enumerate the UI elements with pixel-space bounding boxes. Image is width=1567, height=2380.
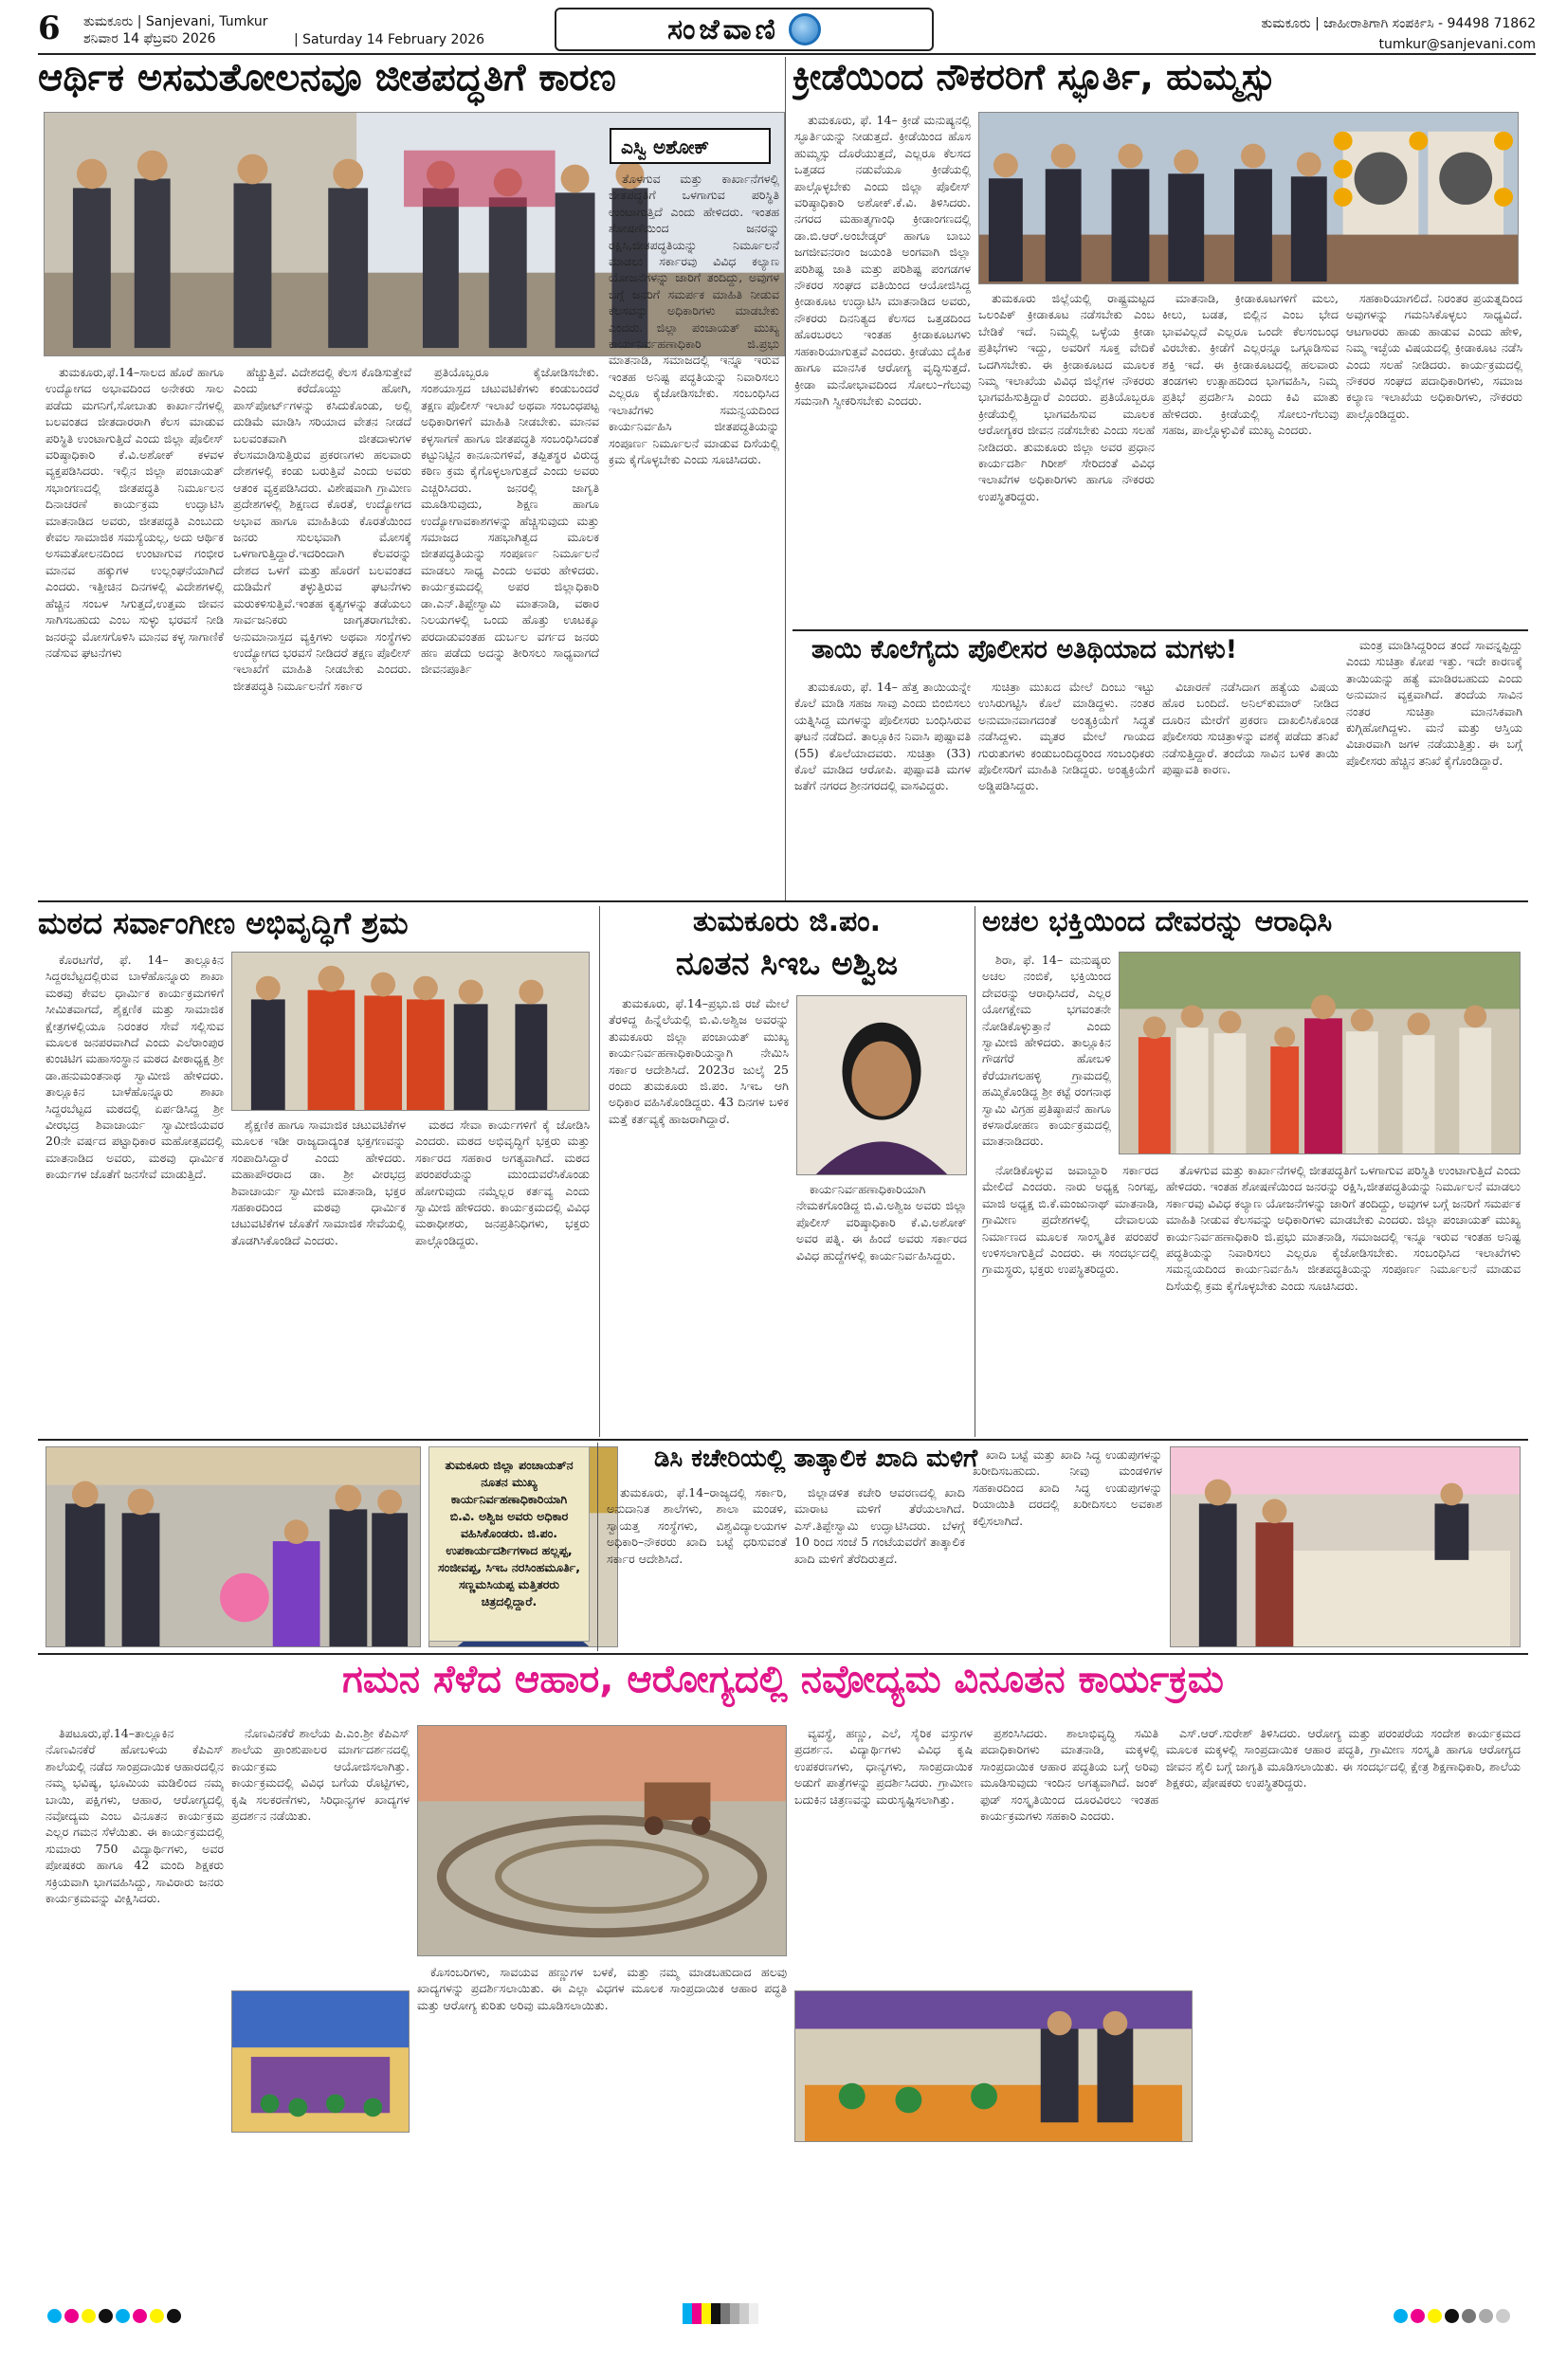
caption-a7: ತುಮಕೂರು ಜಿಲ್ಲಾ ಪಂಚಾಯತ್‌ನ ನೂತನ ಮುಖ್ಯ ಕಾರ್ಯನಿರ್ವಹಣಾಧಿಕಾರಿಯಾಗಿ ಬಿ.ವಿ. ಅಶ್ವಿಜ ಅವರು ಅಧಿಕಾರ ವಹಿಸಿಕೊಂಡರು. ಜಿ.ಪಂ. ಉಪಕಾರ್ಯದರ್ಶಿಗಳಾದ ಹಲ್ಲಪ್ಪ, ಸಂಜೀವಪ್ಪ, ಸಿಇಒ ನರಸಿಂಹಮೂರ್ತಿ, ಸಣ್ಣಮಸಿಯಪ್ಪ ಮತ್ತಿತರರು ಚಿತ್ರದಲ್ಲಿದ್ದಾರೆ. <box>428 1446 590 1642</box>
a6-col2 <box>982 1162 1158 1435</box>
a1-col4-text: ತೊಳಗುವ ಮತ್ತು ಕಾರ್ಖಾನೆಗಳಲ್ಲಿ ಜೀತಪದ್ಧತಿಗೆ ಒಳಗಾಗುವ ಪರಿಸ್ಥಿತಿ ಉಂಟಾಗುತ್ತಿದೆ ಎಂದು ಹೇಳಿದರು. ಇಂತಹ ಶೋಷಣೆಯಿಂದ ಜನರನ್ನು ರಕ್ಷಿಸಿ,ಜೀತಪದ್ಧತಿಯನ್ನು ನಿರ್ಮೂಲನೆ ಮಾಡಲು ಸರ್ಕಾರವು ವಿವಿಧ ಕಲ್ಯಾಣ ಯೋಜನೆಗಳನ್ನು ಜಾರಿಗೆ ತಂದಿದ್ದು, ಅವುಗಳ ಬಗ್ಗೆ ಜನರಿಗೆ ಸಮರ್ಪಕ ಮಾಹಿತಿ ನೀಡುವ ಕೆಲಸವನ್ನು ಅಧಿಕಾರಿಗಳು ಮಾಡಬೇಕು ಎಂದರು. ಜಿಲ್ಲಾ ಪಂಚಾಯತ್ ಮುಖ್ಯ ಕಾರ್ಯನಿರ್ವಹಣಾಧಿಕಾರಿ ಜಿ.ಪ್ರಭು ಮಾತನಾಡಿ, ಸಮಾಜದಲ್ಲಿ ಇನ್ನೂ ಇರುವ ಇಂತಹ ಅನಿಷ್ಟ ಪದ್ಧತಿಯನ್ನು ನಿವಾರಿಸಲು ಎಲ್ಲರೂ ಕೈಜೋಡಿಸಬೇಕು. ಸಂಬಂಧಿಸಿದ ಇಲಾಖೆಗಳು ಸಮನ್ವಯದಿಂದ ಕಾರ್ಯನಿರ್ವಹಿಸಿ ಜೀತಪದ್ಧತಿಯನ್ನು ಸಂಪೂರ್ಣ ನಿರ್ಮೂಲನೆ ಮಾಡುವ ದಿಸೆಯಲ್ಲಿ ಕ್ರಮ ಕೈಗೊಳ್ಳಬೇಕು ಎಂದು ಸೂಚಿಸಿದರು. <box>609 172 779 466</box>
a2-col1-text: ತುಮಕೂರು, ಫೆ. 14– ಕ್ರೀಡೆ ಮನುಷ್ಯನಲ್ಲಿ ಸ್ಫೂರ್ತಿಯನ್ನು ನೀಡುತ್ತದೆ. ಕ್ರೀಡೆಯಿಂದ ಹೊಸ ಹುಮ್ಮಸ್ಸು ದೊರೆಯುತ್ತದೆ, ಎಲ್ಲರೂ ಕೆಲಸದ ಒತ್ತಡದ ನಡುವೆಯೂ ಕ್ರೀಡೆಯಲ್ಲಿ ಪಾಲ್ಗೊಳ್ಳಬೇಕು ಎಂದು ಜಿಲ್ಲಾ ಪೊಲೀಸ್ ವರಿಷ್ಠಾಧಿಕಾರಿ ಅಶೋಕ್.ಕೆ.ವಿ. ತಿಳಿಸಿದರು. ನಗರದ ಮಹಾತ್ಮಗಾಂಧಿ ಕ್ರೀಡಾಂಗಣದಲ್ಲಿ ಡಾ.ಬಿ.ಆರ್.ಅಂಬೇಡ್ಕರ್ ಹಾಗೂ ಬಾಬು ಜಗಜೀವನರಾಂ ಜಯಂತಿ ಅಂಗವಾಗಿ ಜಿಲ್ಲಾ ಪರಿಶಿಷ್ಟ ಜಾತಿ ಮತ್ತು ಪರಿಶಿಷ್ಟ ಪಂಗಡಗಳ ನೌಕರರ ಸಂಘದ ವತಿಯಿಂದ ಆಯೋಜಿಸಿದ್ದ ಕ್ರೀಡಾಕೂಟ ಉದ್ಘಾಟಿಸಿ ಮಾತನಾಡಿದ ಅವರು, ನೌಕರರು ದಿನನಿತ್ಯದ ಕೆಲಸದ ಒತ್ತಡದಿಂದ ಹೊರಬರಲು ಇಂತಹ ಕ್ರೀಡಾಕೂಟಗಳು ಸಹಕಾರಿಯಾಗುತ್ತವೆ ಎಂದರು. ಕ್ರೀಡೆಯು ದೈಹಿಕ ಹಾಗೂ ಮಾನಸಿಕ ಆರೋಗ್ಯ ವೃದ್ಧಿಸುತ್ತದೆ. ಕ್ರೀಡಾ ಮನೋಭಾವದಿಂದ ಸೋಲು–ಗೆಲುವು ಸಮನಾಗಿ ಸ್ವೀಕರಿಸಬೇಕು ಎಂದರು. <box>794 113 971 408</box>
a9-col2-text: ನೊಣವಿನಕೆರೆ ಶಾಲೆಯ ಪಿ.ಎಂ.ಶ್ರೀ ಕೆಪಿಎಸ್ ಶಾಲೆಯ ಪ್ರಾಂಶುಪಾಲರ ಮಾರ್ಗದರ್ಶನದಲ್ಲಿ ಕಾರ್ಯಕ್ರಮ ಆಯೋಜಿಸಲಾಗಿತ್ತು. ಕಾರ್ಯಕ್ರಮದಲ್ಲಿ ವಿವಿಧ ಬಗೆಯ ರೊಟ್ಟಿಗಳು, ಕೃಷಿ ಸಲಕರಣೆಗಳು, ಸಿರಿಧಾನ್ಯಗಳ ಖಾದ್ಯಗಳ ಪ್ರದರ್ಶನ ನಡೆಯಿತು. <box>231 1726 410 1824</box>
headline-a5-line1: ತುಮಕೂರು ಜಿ.ಪಂ. <box>693 908 881 938</box>
a8-col3 <box>973 1446 1162 1647</box>
a1-col2 <box>233 364 411 895</box>
a6-col1-text: ಶಿರಾ, ಫೆ. 14– ಮನುಷ್ಯರು ಅಚಲ ನಂಬಿಕೆ, ಭಕ್ತಿಯಿಂದ ದೇವರನ್ನು ಆರಾಧಿಸಿದರೆ, ಎಲ್ಲರ ಯೋಗಕ್ಷೇಮ ಭಗವಂತನೇ ನೋಡಿಕೊಳ್ಳುತ್ತಾನೆ ಎಂದು ಸ್ವಾಮೀಜಿ ಹೇಳಿದರು. ತಾಲ್ಲೂಕಿನ ಗೌಡಗೆರೆ ಹೋಬಳಿ ಕೆರೆಯಾಗಲಹಳ್ಳಿ ಗ್ರಾಮದಲ್ಲಿ ಹಮ್ಮಿಕೊಂಡಿದ್ದ ಶ್ರೀ ಕಟ್ಟೆ ರಂಗನಾಥ ಸ್ವಾಮಿ ವಿಗ್ರಹ ಪ್ರತಿಷ್ಠಾಪನೆ ಹಾಗೂ ಕಳಸಾರೋಹಣ ಕಾರ್ಯಕ್ರಮದಲ್ಲಿ ಮಾತನಾಡಿದರು. <box>982 953 1111 1149</box>
a3-col3 <box>1162 679 1339 895</box>
registration-marks-right <box>1394 2309 1510 2323</box>
a2-col2-text: ತುಮಕೂರು ಜಿಲ್ಲೆಯಲ್ಲಿ ರಾಷ್ಟ್ರಮಟ್ಟದ ಒಲಂಪಿಕ್ ಕ್ರೀಡಾಕೂಟ ನಡೆಸಬೇಕು ಎಂಬ ಬೇಡಿಕೆ ಇದೆ. ನಿಮ್ಮಲ್ಲಿ ಒಳ್ಳೆಯ ಕ್ರೀಡಾ ಪ್ರತಿಭೆಗಳು ಇದ್ದು, ಅವರಿಗೆ ಸೂಕ್ತ ವೇದಿಕೆ ಒದಗಿಸಬೇಕು. ಈ ಕ್ರೀಡಾಕೂಟದ ಮೂಲಕ ನಿಮ್ಮ ಇಲಾಖೆಯ ವಿವಿಧ ಜಿಲ್ಲೆಗಳ ನೌಕರರು ಭಾಗವಹಿಸುತ್ತಿದ್ದಾರೆ ಎಂದರು. ಪ್ರತಿಯೊಬ್ಬರೂ ಕ್ರೀಡೆಯಲ್ಲಿ ಭಾಗವಹಿಸುವ ಮೂಲಕ ಆರೋಗ್ಯಕರ ಜೀವನ ನಡೆಸಬೇಕು ಎಂದು ಸಲಹೆ ನೀಡಿದರು. ತುಮಕೂರು ಜಿಲ್ಲಾ ಅವರ ಪ್ರಧಾನ ಕಾರ್ಯದರ್ಶಿ ಗಿರೀಶ್ ಸೇರಿದಂತೆ ವಿವಿಧ ಇಲಾಖೆಗಳ ಅಧಿಕಾರಿಗಳು ಹಾಗೂ ನೌಕರರು ಉಪಸ್ಥಿತರಿದ್ದರು. <box>978 291 1155 503</box>
a9-col4-text: ವ್ಯವಸ್ಥೆ, ಹಣ್ಣು, ಎಲೆ, ಸೈರಿಕ ವಸ್ತುಗಳ ಪ್ರದರ್ಶನ. ವಿದ್ಯಾರ್ಥಿಗಳು ವಿವಿಧ ಕೃಷಿ ಉಪಕರಣಗಳು, ಧಾನ್ಯಗಳು, ಸಾಂಪ್ರದಾಯಿಕ ಅಡುಗೆ ಪಾತ್ರೆಗಳನ್ನು ಪ್ರದರ್ಶಿಸಿದರು. ಗ್ರಾಮೀಣ ಬದುಕಿನ ಚಿತ್ರಣವನ್ನು ಮರುಸೃಷ್ಟಿಸಲಾಗಿತ್ತು. <box>794 1726 973 1807</box>
a3-col2 <box>978 679 1155 895</box>
a3-col4 <box>1346 637 1522 895</box>
a3-col4-text: ಮಂತ್ರ ಮಾಡಿಸಿದ್ದರಿಂದ ತಂದೆ ಸಾವನ್ನಪ್ಪಿದ್ದು ಎಂದು ಸುಚಿತ್ರಾ ಕೋಪ ಇತ್ತು. ಇದೇ ಕಾರಣಕ್ಕೆ ತಾಯಿಯನ್ನು ಹತ್ಯೆ ಮಾಡಿರಬಹುದು ಎಂದು ಅನುಮಾನ ವ್ಯಕ್ತವಾಗಿದೆ. ತಂದೆಯ ಸಾವಿನ ನಂತರ ಸುಚಿತ್ರಾ ಮಾನಸಿಕವಾಗಿ ಕುಗ್ಗಿಹೋಗಿದ್ದಳು. ಮನೆ ಮತ್ತು ಆಸ್ತಿಯ ವಿಚಾರವಾಗಿ ಜಗಳ ನಡೆಯುತ್ತಿತ್ತು. ಈ ಬಗ್ಗೆ ಪೊಲೀಸರು ಹೆಚ್ಚಿನ ತನಿಖೆ ಕೈಗೊಂಡಿದ್ದಾರೆ. <box>1346 638 1522 768</box>
a1-col2-text: ಹೆಚ್ಚುತ್ತಿವೆ. ವಿದೇಶದಲ್ಲಿ ಕೆಲಸ ಕೊಡಿಸುತ್ತೇವೆ ಎಂದು ಕರೆದೊಯ್ದು ಹೋಗಿ, ಪಾಸ್‌ಪೋರ್ಟ್‌ಗಳನ್ನು ಕಸಿದುಕೊಂಡು, ಅಲ್ಲಿ ದುಡಿಮೆ ಮಾಡಿಸಿ ಸರಿಯಾದ ವೇತನ ನೀಡದೆ ಬಲವಂತವಾಗಿ ಜೀತದಾಳುಗಳ ಕೆಲಸಮಾಡಿಸುತ್ತಿರುವ ಪ್ರಕರಣಗಳು ಹಲವಾರು ದೇಶಗಳಲ್ಲಿ ಕಂಡು ಬರುತ್ತಿವೆ ಎಂದು ಅವರು ಆತಂಕ ವ್ಯಕ್ತಪಡಿಸಿದರು. ವಿಶೇಷವಾಗಿ ಗ್ರಾಮೀಣ ಪ್ರದೇಶಗಳಲ್ಲಿ ಶಿಕ್ಷಣದ ಕೊರತೆ, ಉದ್ಯೋಗದ ಅಭಾವ ಹಾಗೂ ಮಾಹಿತಿಯ ಕೊರತೆಯಿಂದ ಜನರು ಸುಲಭವಾಗಿ ಮೋಸಕ್ಕೆ ಒಳಗಾಗುತ್ತಿದ್ದಾರೆ.ಇದರಿಂದಾಗಿ ಕೆಲವರನ್ನು ದೇಶದ ಒಳಗೆ ಮತ್ತು ಹೊರಗೆ ಬಲವಂತದ ದುಡಿಮೆಗೆ ತಳ್ಳುತ್ತಿರುವ ಘಟನೆಗಳು ಮರುಕಳಿಸುತ್ತಿವೆ.ಇಂತಹ ಕೃತ್ಯಗಳನ್ನು ತಡೆಯಲು ಸಾರ್ವಜನಿಕರು ಜಾಗೃತರಾಗಬೇಕು. ಅನುಮಾನಾಸ್ಪದ ವ್ಯಕ್ತಿಗಳು ಅಥವಾ ಸಂಸ್ಥೆಗಳು ಉದ್ಯೋಗದ ಭರವಸೆ ನೀಡಿದರೆ ತಕ್ಷಣ ಪೊಲೀಸ್ ಇಲಾಖೆಗೆ ಮಾಹಿತಿ ನೀಡಬೇಕು ಎಂದರು. ಜೀತಪದ್ಧತಿ ನಿರ್ಮೂಲನೆಗೆ ಸರ್ಕಾರ <box>233 365 411 693</box>
a2-col1 <box>794 112 971 624</box>
a9-col5 <box>980 1725 1158 1983</box>
a1-col4 <box>609 171 779 895</box>
headline-a3: ತಾಯಿ ಕೊಲೆಗೈದು ಪೊಲೀಸರ ಅತಿಥಿಯಾದ ಮಗಳು! <box>811 637 1238 664</box>
byline-a1: ಎಸ್ವಿ ಅಶೋಕ್ <box>610 128 771 164</box>
globe-icon <box>789 13 821 45</box>
headline-a8: ಡಿಸಿ ಕಚೇರಿಯಲ್ಲಿ ತಾತ್ಕಾಲಿಕ ಖಾದಿ ಮಳಿಗೆ <box>654 1446 978 1473</box>
divider-a7 <box>597 1443 598 1651</box>
a1-col1-text: ತುಮಕೂರು,ಫೆ.14–ಸಾಲದ ಹೊರೆ ಹಾಗೂ ಉದ್ಯೋಗದ ಅಭಾವದಿಂದ ಅನೇಕರು ಸಾಲ ಪಡೆದು ಮಗನಿಗೆ,ಸೋಬಾತು ಕಾರ್ಖಾನೆಗಳಲ್ಲಿ ಬಲವಂತದ ಜೀತದಾರರಾಗಿ ಕೆಲಸ ಮಾಡುವ ಪರಿಸ್ಥಿತಿ ಉಂಟಾಗುತ್ತಿದೆ ಎಂದು ಜಿಲ್ಲಾ ಪೊಲೀಸ್ ವರಿಷ್ಠಾಧಿಕಾರಿ ಕೆ.ವಿ.ಅಶೋಕ್ ಕಳವಳ ವ್ಯಕ್ತಪಡಿಸಿದರು. ಇಲ್ಲಿನ ಜಿಲ್ಲಾ ಪಂಚಾಯತ್ ಸಭಾಂಗಣದಲ್ಲಿ ಜೀತಪದ್ಧತಿ ನಿರ್ಮೂಲನ ದಿನಾಚರಣೆ ಕಾರ್ಯಕ್ರಮ ಉದ್ಘಾಟಿಸಿ ಮಾತನಾಡಿದ ಅವರು, ಜೀತಪದ್ಧತಿ ಎಂಬುದು ಕೇವಲ ಸಾಮಾಜಿಕ ಸಮಸ್ಯೆಯಲ್ಲ, ಅದು ಆರ್ಥಿಕ ಅಸಮತೋಲನದಿಂದ ಉಂಟಾಗುವ ಗಂಭೀರ ಮಾನವ ಹಕ್ಕುಗಳ ಉಲ್ಲಂಘನೆಯಾಗಿದೆ ಎಂದರು. ಇತ್ತೀಚಿನ ದಿನಗಳಲ್ಲಿ ವಿದೇಶಗಳಲ್ಲಿ ಹೆಚ್ಚಿನ ಸಂಬಳ ಸಿಗುತ್ತದೆ,ಉತ್ತಮ ಜೀವನ ಸಾಗಿಸಬಹುದು ಎಂಬ ಸುಳ್ಳು ಭರವಸೆ ನೀಡಿ ಜನರನ್ನು ಮೋಸಗೊಳಿಸಿ ಮಾನವ ಕಳ್ಳ ಸಾಗಾಣಿಕೆ ನಡೆಸುವ ಘಟನೆಗಳು <box>46 365 224 660</box>
a1-col3 <box>421 364 599 895</box>
a4-col2-text: ಶೈಕ್ಷಣಿಕ ಹಾಗೂ ಸಾಮಾಜಿಕ ಚಟುವಟಿಕೆಗಳ ಮೂಲಕ ಇಡೀ ರಾಜ್ಯದಾದ್ಯಂತ ಭಕ್ತಗಣವನ್ನು ಸಂಪಾದಿಸಿದ್ದಾರೆ ಎಂದು ಹೇಳಿದರು. ಮಹಾಪೌರರಾದ ಡಾ. ಶ್ರೀ ವೀರಭದ್ರ ಶಿವಾಚಾರ್ಯ ಸ್ವಾಮೀಜಿ ಮಾತನಾಡಿ, ಭಕ್ತರ ಸಹಕಾರದಿಂದ ಮಠವು ಧಾರ್ಮಿಕ ಚಟುವಟಿಕೆಗಳ ಜೊತೆಗೆ ಸಾಮಾಜಿಕ ಸೇವೆಯಲ್ಲಿ ತೊಡಗಿಸಿಕೊಂಡಿದೆ ಎಂದರು. <box>231 1117 406 1247</box>
header-edition: Sanjevani, Tumkur <box>145 14 268 29</box>
a6-col3 <box>1166 1162 1521 1435</box>
header-email: tumkur@sanjevani.com <box>1378 37 1536 52</box>
headline-a1: ಆರ್ಥಿಕ ಅಸಮತೋಲನವೂ ಜೀತಪದ್ಧತಿಗೆ ಕಾರಣ <box>38 59 616 100</box>
a9-col5-text: ಪ್ರಶಂಸಿಸಿದರು. ಶಾಲಾಭಿವೃದ್ಧಿ ಸಮಿತಿ ಪದಾಧಿಕಾರಿಗಳು ಮಾತನಾಡಿ, ಮಕ್ಕಳಲ್ಲಿ ಸಾಂಪ್ರದಾಯಿಕ ಆಹಾರ ಪದ್ಧತಿಯ ಬಗ್ಗೆ ಅರಿವು ಮೂಡಿಸುವುದು ಇಂದಿನ ಅಗತ್ಯವಾಗಿದೆ. ಜಂಕ್ ಫುಡ್ ಸಂಸ್ಕೃತಿಯಿಂದ ದೂರವಿರಲು ಇಂತಹ ಕಾರ್ಯಕ್ರಮಗಳು ಸಹಕಾರಿ ಎಂದರು. <box>980 1726 1158 1824</box>
a2-col3 <box>1162 290 1339 624</box>
a5-col2 <box>796 1181 967 1435</box>
header-right <box>1261 13 1536 55</box>
photo-a2 <box>978 112 1519 284</box>
a2-col4-text: ಸಹಕಾರಿಯಾಗಲಿದೆ. ನಿರಂತರ ಪ್ರಯತ್ನದಿಂದ ಅವುಗಳನ್ನು ಗಮನಿಸಿಕೊಳ್ಳಲು ಸಾಧ್ಯವಿದೆ. ಆಟಗಾರರು ಹಾಡು ಹಾಡುವ ಎಂದು ಹೇಳಿ, ನಿಮ್ಮ ಇಚ್ಛೆಯ ವಿಷಯದಲ್ಲಿ ಕ್ರೀಡಾಕೂಟ ನಡೆಸಿ ಎಂದು ಸಲಹೆ ನೀಡಿದರು. ಕಾರ್ಯಕ್ರಮದಲ್ಲಿ ನೌಕರರ ಸಂಘದ ಪದಾಧಿಕಾರಿಗಳು, ಸಮಾಜ ಕಲ್ಯಾಣ ಇಲಾಖೆಯ ಅಧಿಕಾರಿಗಳು, ನೌಕರರು ಪಾಲ್ಗೊಂಡಿದ್ದರು. <box>1346 291 1522 421</box>
headline-a4: ಮಠದ ಸರ್ವಾಂಗೀಣ ಅಭಿವೃದ್ಧಿಗೆ ಶ್ರಮ <box>38 908 409 941</box>
headline-a6: ಅಚಲ ಭಕ್ತಿಯಿಂದ ದೇವರನ್ನು ಆರಾಧಿಸಿ <box>982 908 1333 938</box>
a6-col2-text: ನೋಡಿಕೊಳ್ಳುವ ಜವಾಬ್ದಾರಿ ಸರ್ಕಾರದ ಮೇಲಿದೆ ಎಂದರು. ನಾರು ಅಧ್ಯಕ್ಷ ನಿಂಗಪ್ಪ, ಮಾಜಿ ಅಧ್ಯಕ್ಷ ಬಿ.ಕೆ.ಮಂಜುನಾಥ್ ಮಾತನಾಡಿ, ಗ್ರಾಮೀಣ ಪ್ರದೇಶಗಳಲ್ಲಿ ದೇವಾಲಯ ನಿರ್ಮಾಣದ ಮೂಲಕ ಸಾಂಸ್ಕೃತಿಕ ಪರಂಪರೆ ಉಳಿಸಲಾಗುತ್ತಿದೆ ಎಂದರು. ಈ ಸಂದರ್ಭದಲ್ಲಿ ಗ್ರಾಮಸ್ಥರು, ಭಕ್ತರು ಉಪಸ್ಥಿತರಿದ್ದರು. <box>982 1163 1158 1277</box>
date-en-text: Saturday 14 February 2026 <box>302 32 485 47</box>
photo-a6 <box>1119 952 1521 1154</box>
photo-a8 <box>1170 1446 1521 1647</box>
headline-a9: ಗಮನ ಸೆಳೆದ ಆಹಾರ, ಆರೋಗ್ಯದಲ್ಲಿ ನವೋದ್ಯಮ ವಿನೂತನ ಕಾರ್ಯಕ್ರಮ <box>342 1661 1224 1701</box>
a5-col1 <box>609 995 789 1276</box>
a9-col3-text: ಕೊಸಂಬರಿಗಳು, ಸಾವಯವ ಹಣ್ಣುಗಳ ಬಳಕೆ, ಮತ್ತು ನಮ್ಮ ಮಾಡಬಹುದಾದ ಹಲವು ಖಾದ್ಯಗಳನ್ನು ಪ್ರದರ್ಶಿಸಲಾಯಿತು. ಈ ಎಲ್ಲಾ ವಿಧಗಳ ಮೂಲಕ ಸಾಂಪ್ರದಾಯಿಕ ಆಹಾರ ಪದ್ಧತಿ ಮತ್ತು ಆರೋಗ್ಯ ಕುರಿತು ಅರಿವು ಮೂಡಿಸಲಾಯಿತು. <box>417 1965 787 2012</box>
a4-col1-text: ಕೊರಟಗೆರೆ, ಫೆ. 14– ತಾಲ್ಲೂಕಿನ ಸಿದ್ದರಬೆಟ್ಟದಲ್ಲಿರುವ ಬಾಳೆಹೊನ್ನೂರು ಶಾಖಾ ಮಠವು ಕೇವಲ ಧಾರ್ಮಿಕ ಕಾರ್ಯಕ್ರಮಗಳಿಗೆ ಸೀಮಿತವಾಗದೆ, ಶೈಕ್ಷಣಿಕ ಮತ್ತು ಸಾಮಾಜಿಕ ಕ್ಷೇತ್ರಗಳಲ್ಲಿಯೂ ನಿರಂತರ ಸೇವೆ ಸಲ್ಲಿಸುವ ಮೂಲಕ ಜನಪರವಾಗಿದೆ ಎಂದು ಎಲೆರಾಂಪುರ ಕುಂಚಿಟಿಗ ಮಹಾಸಂಸ್ಥಾನ ಮಠದ ಪೀಠಾಧ್ಯಕ್ಷ ಶ್ರೀ ಡಾ.ಹನುಮಂತನಾಥ ಸ್ವಾಮೀಜಿ ಹೇಳಿದರು. ತಾಲ್ಲೂಕಿನ ಬಾಳೆಹೊನ್ನೂರು ಶಾಖಾ ಸಿದ್ದರಬೆಟ್ಟದ ಮಠದಲ್ಲಿ ಏರ್ಪಡಿಸಿದ್ದ ಶ್ರೀ ವೀರಭದ್ರ ಶಿವಾಚಾರ್ಯ ಸ್ವಾಮೀಜಿಯವರ 20ನೇ ವರ್ಷದ ಪಟ್ಟಾಧಿಕಾರ ಮಹೋತ್ಸವದಲ್ಲಿ ಮಾತನಾಡಿದ ಅವರು, ಮಠವು ಧಾರ್ಮಿಕ ಕಾರ್ಯಗಳ ಜೊತೆಗೆ ಜನಸೇವೆ ಮಾಡುತ್ತಿದೆ. <box>46 953 224 1182</box>
divider-a2 <box>793 629 1528 631</box>
a3-col3-text: ವಿಚಾರಣೆ ನಡೆಸಿದಾಗ ಹತ್ಯೆಯ ವಿಷಯ ಹೊರ ಬಂದಿದೆ. ಅನಿಲ್‌ಕುಮಾರ್ ನೀಡಿದ ದೂರಿನ ಮೇರೆಗೆ ಪ್ರಕರಣ ದಾಖಲಿಸಿಕೊಂಡ ಪೊಲೀಸರು ಸುಚಿತ್ರಾಳನ್ನು ವಶಕ್ಕೆ ಪಡೆದು ತನಿಖೆ ನಡೆಸುತ್ತಿದ್ದಾರೆ. ತಂದೆಯ ಸಾವಿನ ಬಳಿಕ ತಾಯಿ ಪುಷ್ಪಾವತಿ ಕಾರಣ. <box>1162 680 1339 777</box>
a1-col1 <box>46 364 224 895</box>
a8-col2-text: ಜಿಲ್ಲಾಡಳಿತ ಕಚೇರಿ ಆವರಣದಲ್ಲಿ ಖಾದಿ ಮಾರಾಟ ಮಳಿಗೆ ತೆರೆಯಲಾಗಿದೆ. ಎಸ್.ತಿಪ್ಪೇಸ್ವಾಮಿ ಉದ್ಘಾಟಿಸಿದರು. ಬೆಳಗ್ಗೆ 10 ರಿಂದ ಸಂಜೆ 5 ಗಂಟೆಯವರೆಗೆ ತಾತ್ಕಾಲಿಕ ಖಾದಿ ಮಳಿಗೆ ತೆರೆದಿರುತ್ತದೆ. <box>794 1485 965 1566</box>
a5-col2-text: ಕಾರ್ಯನಿರ್ವಹಣಾಧಿಕಾರಿಯಾಗಿ ನೇಮಕಗೊಂಡಿದ್ದ ಬಿ.ವಿ.ಅಶ್ವಿಜ ಅವರು ಜಿಲ್ಲಾ ಪೊಲೀಸ್ ವರಿಷ್ಠಾಧಿಕಾರಿ ಕೆ.ವಿ.ಅಶೋಕ್ ಅವರ ಪತ್ನಿ. ಈ ಹಿಂದೆ ಅವರು ಸರ್ಕಾರದ ವಿವಿಧ ಹುದ್ದೆಗಳಲ್ಲಿ ಕಾರ್ಯನಿರ್ವಹಿಸಿದ್ದರು. <box>796 1182 967 1263</box>
a8-col2 <box>794 1484 965 1647</box>
page-number: 6 <box>38 9 61 47</box>
header-city: ತುಮಕೂರು <box>83 14 134 29</box>
a3-col1 <box>794 679 971 895</box>
photo-a5-portrait <box>796 995 967 1175</box>
masthead-logo <box>555 8 934 51</box>
header-date-en: | Saturday 14 February 2026 <box>294 32 485 47</box>
divider-a4 <box>599 906 600 1437</box>
a9-col3 <box>417 1964 787 2294</box>
a6-col1 <box>982 952 1111 1154</box>
divider-a1 <box>785 57 786 900</box>
a9-col6-text: ಎಸ್.ಆರ್.ಸುರೇಶ್ ತಿಳಿಸಿದರು. ಆರೋಗ್ಯ ಮತ್ತು ಪರಂಪರೆಯ ಸಂದೇಶ ಕಾರ್ಯಕ್ರಮದ ಮೂಲಕ ಮಕ್ಕಳಲ್ಲಿ ಸಾಂಪ್ರದಾಯಿಕ ಆಹಾರ ಪದ್ಧತಿ, ಗ್ರಾಮೀಣ ಸಂಸ್ಕೃತಿ ಹಾಗೂ ಆರೋಗ್ಯದ ಜೀವನ ಶೈಲಿ ಬಗ್ಗೆ ಜಾಗೃತಿ ಮೂಡಿಸಲಾಯಿತು. ಈ ಸಂದರ್ಭದಲ್ಲಿ ಕ್ಷೇತ್ರ ಶಿಕ್ಷಣಾಧಿಕಾರಿ, ಶಾಲೆಯ ಶಿಕ್ಷಕರು, ಪೋಷಕರು ಉಪಸ್ಥಿತರಿದ್ದರು. <box>1166 1726 1521 1790</box>
a2-col3-text: ಮಾತನಾಡಿ, ಕ್ರೀಡಾಕೂಟಗಳಿಗೆ ಮಲು, ಕೀಲು, ಬಡತ, ಬಿಲ್ಲಿನ ಎಂಬ ಭೇದ ಭಾವವಿಲ್ಲದೆ ಎಲ್ಲರೂ ಒಂದೇ ಕೆಲಸಂಬಂಧ ವಿರಬೇಕು. ಕ್ರೀಡೆಗೆ ಎಲ್ಲರನ್ನೂ ಒಗ್ಗೂಡಿಸುವ ಶಕ್ತಿ ಇದೆ. ಈ ಕ್ರೀಡಾಕೂಟದಲ್ಲಿ ಹಲವಾರು ತಂಡಗಳು ಉತ್ಸಾಹದಿಂದ ಭಾಗವಹಿಸಿ, ನಿಮ್ಮ ಪ್ರತಿಭೆ ಪ್ರದರ್ಶಿಸಿ ಎಂದು ಕಿವಿ ಮಾತು ಹೇಳಿದರು. ಕ್ರೀಡೆಯಲ್ಲಿ ಸೋಲು-ಗೆಲುವು ಸಹಜ, ಪಾಲ್ಗೊಳ್ಳುವಿಕೆ ಮುಖ್ಯ ಎಂದರು. <box>1162 291 1339 438</box>
divider-row4 <box>38 1653 1528 1655</box>
divider-row2 <box>38 900 1528 902</box>
a9-col1 <box>46 1725 224 2294</box>
photo-a4 <box>231 952 590 1111</box>
a4-col1 <box>46 952 224 1433</box>
a4-col3-text: ಮಠದ ಸೇವಾ ಕಾರ್ಯಗಳಿಗೆ ಕೈ ಜೋಡಿಸಿ ಎಂದರು. ಮಠದ ಅಭಿವೃದ್ಧಿಗೆ ಭಕ್ತರು ಮತ್ತು ಸರ್ಕಾರದ ಸಹಕಾರ ಅಗತ್ಯವಾಗಿದೆ. ಮಠದ ಪರಂಪರೆಯನ್ನು ಮುಂದುವರೆಸಿಕೊಂಡು ಹೋಗುವುದು ನಮ್ಮೆಲ್ಲರ ಕರ್ತವ್ಯ ಎಂದು ಸ್ವಾಮೀಜಿ ಹೇಳಿದರು. ಕಾರ್ಯಕ್ರಮದಲ್ಲಿ ವಿವಿಧ ಮಠಾಧೀಶರು, ಜನಪ್ರತಿನಿಧಿಗಳು, ಭಕ್ತರು ಪಾಲ್ಗೊಂಡಿದ್ದರು. <box>415 1117 590 1247</box>
a8-col1 <box>607 1484 787 1647</box>
color-bars <box>683 2303 758 2324</box>
photo-a9-exhibit <box>231 1990 410 2133</box>
header-contact: ತುಮಕೂರು | ಜಾಹೀರಾತಿಗಾಗಿ ಸಂಪರ್ಕಿಸಿ - 94498 71862 <box>1261 16 1536 31</box>
photo-a9-main <box>417 1725 787 1956</box>
a3-col1-text: ತುಮಕೂರು, ಫೆ. 14– ಹೆತ್ತ ತಾಯಿಯನ್ನೇ ಕೊಲೆ ಮಾಡಿ ಸಹಜ ಸಾವು ಎಂದು ಬಿಂಬಿಸಲು ಯತ್ನಿಸಿದ್ದ ಮಗಳನ್ನು ಪೊಲೀಸರು ಬಂಧಿಸಿರುವ ಘಟನೆ ನಡೆದಿದೆ. ತಾಲ್ಲೂಕಿನ ನಿವಾಸಿ ಪುಷ್ಪಾವತಿ (55) ಕೊಲೆಯಾದವರು. ಸುಚಿತ್ರಾ (33) ಕೊಲೆ ಮಾಡಿದ ಆರೋಪಿ. ಪುಷ್ಪಾವತಿ ಮಗಳ ಜತೆಗೆ ನಗರದ ಶ್ರೀನಗರದಲ್ಲಿ ವಾಸವಿದ್ದರು. <box>794 680 971 793</box>
a8-col3-text: ಖಾದಿ ಬಟ್ಟೆ ಮತ್ತು ಖಾದಿ ಸಿದ್ಧ ಉಡುಪುಗಳನ್ನು ಖರೀದಿಸಬಹುದು. ನೀವು ಮಂಡಳಿಗಳ ಸಹಕಾರದಿಂದ ಖಾದಿ ಸಿದ್ಧ ಉಡುಪುಗಳನ್ನು ರಿಯಾಯಿತಿ ದರದಲ್ಲಿ ಖರೀದಿಸಲು ಅವಕಾಶ ಕಲ್ಪಿಸಲಾಗಿದೆ. <box>973 1447 1162 1528</box>
a9-col1-text: ತಿಪಟೂರು,ಫೆ.14–ತಾಲ್ಲೂಕಿನ ನೊಣವಿನಕೆರೆ ಹೋಬಳಿಯ ಕೆಪಿಎಸ್ ಶಾಲೆಯಲ್ಲಿ ನಡೆದ ಸಾಂಪ್ರದಾಯಿಕ ಆಹಾರದಲ್ಲಿನ ನಮ್ಮ ಭವಿಷ್ಯ, ಭೂಮಿಯ ಮಡಿಲಿಂದ ನಮ್ಮ ಬಾಯಿ, ಪಕ್ಷಿಗಳು, ಆಹಾರ, ಆರೋಗ್ಯದಲ್ಲಿ ನವೋದ್ಯಮ ಎಂಬ ವಿನೂತನ ಕಾರ್ಯಕ್ರಮ ಎಲ್ಲರ ಗಮನ ಸೆಳೆಯಿತು. ಈ ಕಾರ್ಯಕ್ರಮದಲ್ಲಿ ಸುಮಾರು 750 ವಿದ್ಯಾರ್ಥಿಗಳು, ಅವರ ಪೋಷಕರು ಹಾಗೂ 42 ಮಂದಿ ಶಿಕ್ಷಕರು ಸಕ್ರಿಯವಾಗಿ ಭಾಗವಹಿಸಿದ್ದು, ಸಾವಿರಾರು ಜನರು ಕಾರ್ಯಕ್ರಮವನ್ನು ವೀಕ್ಷಿಸಿದರು. <box>46 1726 224 1906</box>
masthead-text: ಸಂಜೆವಾಣಿ <box>667 12 779 46</box>
a6-col3-text: ತೊಳಗುವ ಮತ್ತು ಕಾರ್ಖಾನೆಗಳಲ್ಲಿ ಜೀತಪದ್ಧತಿಗೆ ಒಳಗಾಗುವ ಪರಿಸ್ಥಿತಿ ಉಂಟಾಗುತ್ತಿದೆ ಎಂದು ಹೇಳಿದರು. ಇಂತಹ ಶೋಷಣೆಯಿಂದ ಜನರನ್ನು ರಕ್ಷಿಸಿ,ಜೀತಪದ್ಧತಿಯನ್ನು ನಿರ್ಮೂಲನೆ ಮಾಡಲು ಸರ್ಕಾರವು ವಿವಿಧ ಕಲ್ಯಾಣ ಯೋಜನೆಗಳನ್ನು ಜಾರಿಗೆ ತಂದಿದ್ದು, ಅವುಗಳ ಬಗ್ಗೆ ಜನರಿಗೆ ಸಮರ್ಪಕ ಮಾಹಿತಿ ನೀಡುವ ಕೆಲಸವನ್ನು ಅಧಿಕಾರಿಗಳು ಮಾಡಬೇಕು ಎಂದರು. ಜಿಲ್ಲಾ ಪಂಚಾಯತ್ ಮುಖ್ಯ ಕಾರ್ಯನಿರ್ವಹಣಾಧಿಕಾರಿ ಜಿ.ಪ್ರಭು ಮಾತನಾಡಿ, ಸಮಾಜದಲ್ಲಿ ಇನ್ನೂ ಇರುವ ಇಂತಹ ಅನಿಷ್ಟ ಪದ್ಧತಿಯನ್ನು ನಿವಾರಿಸಲು ಎಲ್ಲರೂ ಕೈಜೋಡಿಸಬೇಕು. ಸಂಬಂಧಿಸಿದ ಇಲಾಖೆಗಳು ಸಮನ್ವಯದಿಂದ ಕಾರ್ಯನಿರ್ವಹಿಸಿ ಜೀತಪದ್ಧತಿಯನ್ನು ಸಂಪೂರ್ಣ ನಿರ್ಮೂಲನೆ ಮಾಡುವ ದಿಸೆಯಲ್ಲಿ ಕ್ರಮ ಕೈಗೊಳ್ಳಬೇಕು ಎಂದು ಸೂಚಿಸಿದರು. <box>1166 1163 1521 1293</box>
a9-col4 <box>794 1725 973 1983</box>
a1-col3-text: ಪ್ರತಿಯೊಬ್ಬರೂ ಕೈಜೋಡಿಸಬೇಕು. ಸಂಶಯಾಸ್ಪದ ಚಟುವಟಿಕೆಗಳು ಕಂಡುಬಂದರೆ ತಕ್ಷಣ ಪೊಲೀಸ್ ಇಲಾಖೆ ಅಥವಾ ಸಂಬಂಧಪಟ್ಟ ಅಧಿಕಾರಿಗಳಿಗೆ ಮಾಹಿತಿ ನೀಡಬೇಕು. ಮಾನವ ಕಳ್ಳಸಾಗಣೆ ಹಾಗೂ ಜೀತಪದ್ಧತಿ ಸಂಬಂಧಿಸಿದಂತೆ ಕಟ್ಟುನಿಟ್ಟಿನ ಕಾನೂನುಗಳಿವೆ, ತಪ್ಪಿತಸ್ಥರ ವಿರುದ್ಧ ಕಠಿಣ ಕ್ರಮ ಕೈಗೊಳ್ಳಲಾಗುತ್ತದೆ ಎಂದು ಅವರು ಎಚ್ಚರಿಸಿದರು. ಜನರಲ್ಲಿ ಜಾಗೃತಿ ಮೂಡಿಸುವುದು, ಶಿಕ್ಷಣ ಹಾಗೂ ಉದ್ಯೋಗಾವಕಾಶಗಳನ್ನು ಹೆಚ್ಚಿಸುವುದು ಮತ್ತು ಸಮಾಜದ ಸಹಭಾಗಿತ್ವದ ಮೂಲಕ ಜೀತಪದ್ಧತಿಯನ್ನು ಸಂಪೂರ್ಣ ನಿರ್ಮೂಲನೆ ಮಾಡಲು ಸಾಧ್ಯ ಎಂದು ಅವರು ಹೇಳಿದರು. ಕಾರ್ಯಕ್ರಮದಲ್ಲಿ ಅಪರ ಜಿಲ್ಲಾಧಿಕಾರಿ ಡಾ.ಎನ್.ತಿಪ್ಪೇಸ್ವಾಮಿ ಮಾತನಾಡಿ, ವಠಾರ ನಿಲಯಗಳಲ್ಲಿ ಒಂದು ಹೊತ್ತು ಊಟಕ್ಕೂ ಪರದಾಡುವಂತಹ ದುರ್ಬಲ ವರ್ಗದ ಜನರು ಹಣ ಪಡೆದು ಅದನ್ನು ತೀರಿಸಲು ಸಾಧ್ಯವಾಗದೆ ಜೀವನಪೂರ್ತಿ <box>421 365 599 677</box>
a2-col4 <box>1346 290 1522 624</box>
a5-col1-text: ತುಮಕೂರು, ಫೆ.14–ಪ್ರಭು.ಜಿ ರಜೆ ಮೇಲೆ ತೆರಳಿದ್ದ ಹಿನ್ನೆಲೆಯಲ್ಲಿ ಬಿ.ವಿ.ಅಶ್ವಿಜ ಅವರನ್ನು ತುಮಕೂರು ಜಿಲ್ಲಾ ಪಂಚಾಯತ್ ಮುಖ್ಯ ಕಾರ್ಯನಿರ್ವಹಣಾಧಿಕಾರಿಯನ್ನಾಗಿ ನೇಮಿಸಿ ಸರ್ಕಾರ ಆದೇಶಿಸಿದೆ. 2023ರ ಜುಲೈ 25 ರಂದು ತುಮಕೂರು ಜಿ.ಪಂ. ಸಿಇಒ ಆಗಿ ಅಧಿಕಾರ ವಹಿಸಿಕೊಂಡಿದ್ದರು. 43 ದಿನಗಳ ಬಳಿಕ ಮತ್ತೆ ಕರ್ತವ್ಯಕ್ಕೆ ಹಾಜರಾಗಿದ್ದಾರೆ. <box>609 996 789 1126</box>
a3-col2-text: ಸುಚಿತ್ರಾ ಮುಖದ ಮೇಲೆ ದಿಂಬು ಇಟ್ಟು ಉಸಿರುಗಟ್ಟಿಸಿ ಕೊಲೆ ಮಾಡಿದ್ದಳು. ನಂತರ ಅನುಮಾನವಾಗದಂತೆ ಅಂತ್ಯಕ್ರಿಯೆಗೆ ಸಿದ್ಧತೆ ನಡೆಸಿದ್ದಳು. ಮೃತರ ಮೇಲೆ ಗಾಯದ ಗುರುತುಗಳು ಕಂಡುಬಂದಿದ್ದರಿಂದ ಸಂಬಂಧಿಕರು ಪೊಲೀಸರಿಗೆ ಮಾಹಿತಿ ನೀಡಿದ್ದರು. ಅಂತ್ಯಕ್ರಿಯೆಗೆ ಅಡ್ಡಿಪಡಿಸಿದ್ದರು. <box>978 680 1155 793</box>
a4-col2 <box>231 1117 406 1433</box>
headline-a5-line2: ನೂತನ ಸಿಇಒ ಅಶ್ವಿಜ <box>675 948 899 983</box>
header-left: ತುಮಕೂರು | Sanjevani, Tumkur ಶನಿವಾರ 14 ಫೆಬ್ರವರಿ 2026 <box>83 14 268 46</box>
divider-row3 <box>38 1439 1528 1441</box>
a2-col2 <box>978 290 1155 624</box>
a9-col6 <box>1166 1725 1521 2294</box>
headline-a2: ಕ್ರೀಡೆಯಿಂದ ನೌಕರರಿಗೆ ಸ್ಫೂರ್ತಿ, ಹುಮ್ಮಸ್ಸು <box>793 59 1276 98</box>
page-header <box>38 8 1536 55</box>
photo-a9-stall <box>794 1990 1193 2142</box>
header-date-kn: ಶನಿವಾರ 14 ಫೆಬ್ರವರಿ 2026 <box>83 31 216 46</box>
a8-col1-text: ತುಮಕೂರು, ಫೆ.14–ರಾಜ್ಯದಲ್ಲಿ ಸರ್ಕಾರಿ, ಅನುದಾನಿತ ಶಾಲೆಗಳು, ಶಾಲಾ ಮಂಡಳಿ, ಸ್ವಾಯತ್ತ ಸಂಸ್ಥೆಗಳು, ವಿಶ್ವವಿದ್ಯಾಲಯಗಳ ಅಧಿಕಾರಿ–ನೌಕರರು ಖಾದಿ ಬಟ್ಟೆ ಧರಿಸುವಂತೆ ಸರ್ಕಾರ ಆದೇಶಿಸಿದೆ. <box>607 1485 787 1566</box>
registration-marks-left <box>47 2309 181 2323</box>
photo-a7 <box>46 1446 421 1647</box>
a9-col2 <box>231 1725 410 1983</box>
a4-col3 <box>415 1117 590 1433</box>
